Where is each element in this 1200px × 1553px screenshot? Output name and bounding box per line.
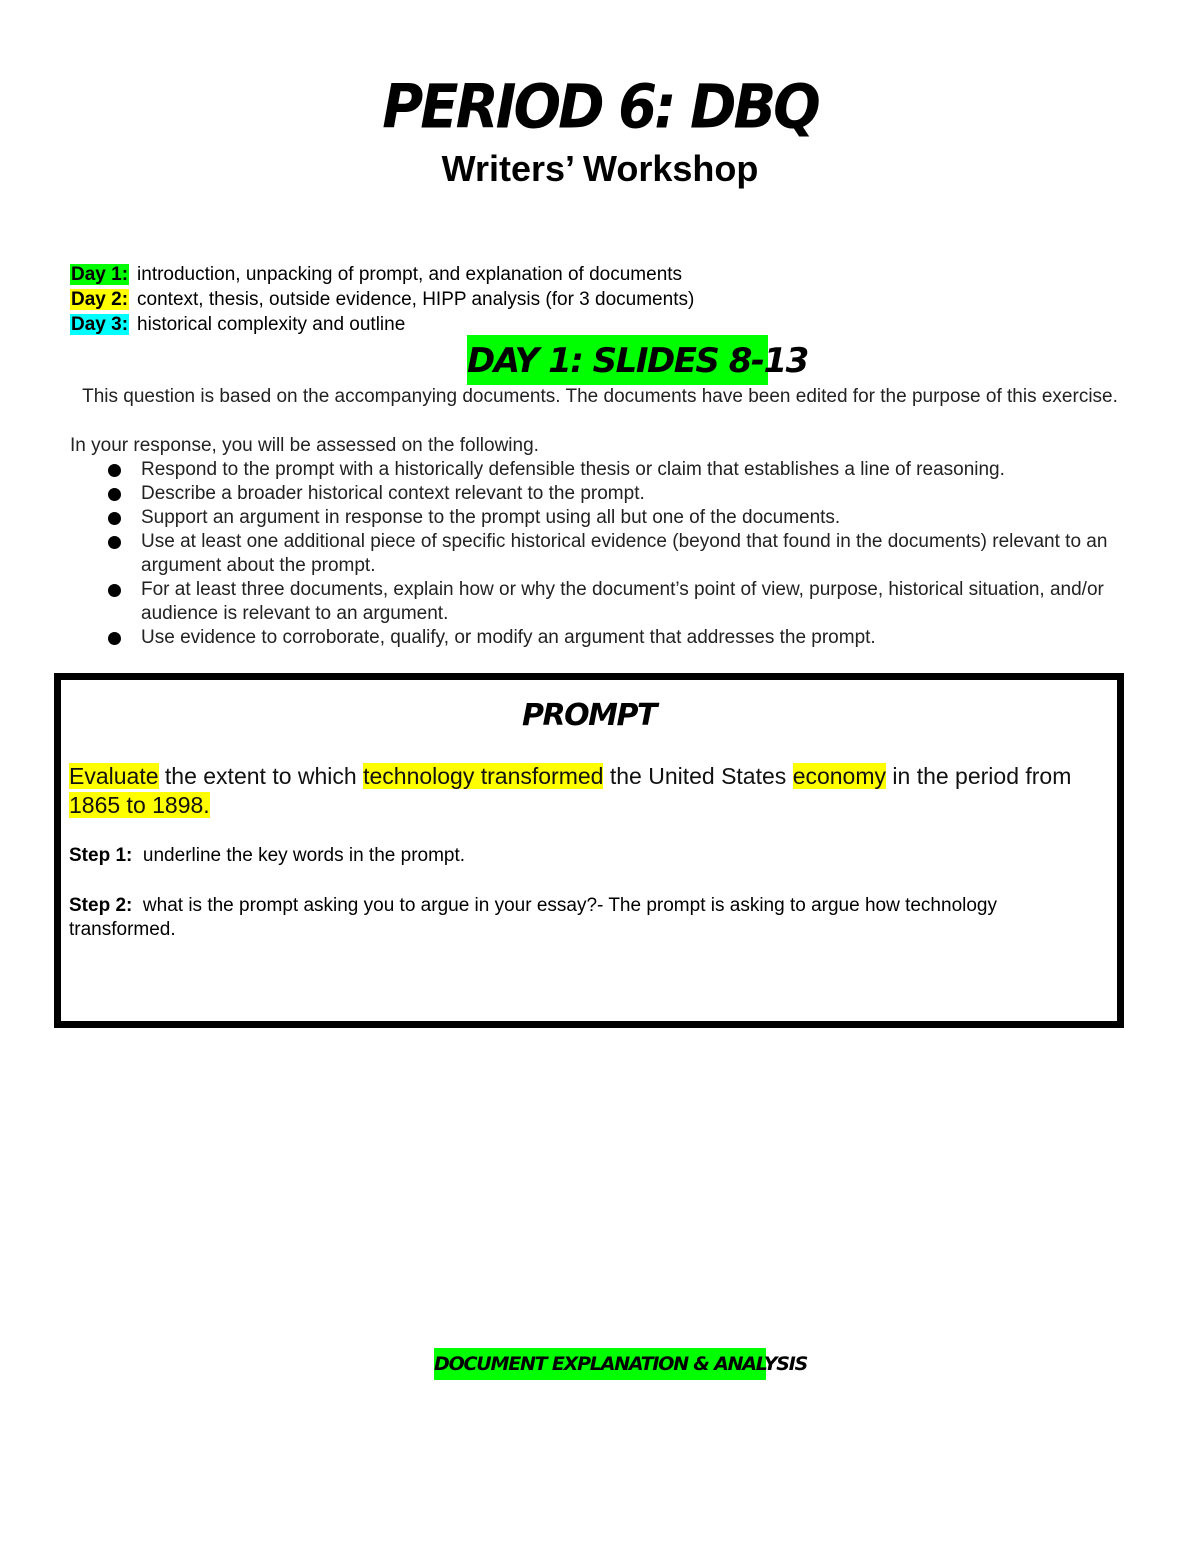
prompt-fragment: in the period from bbox=[886, 763, 1072, 789]
criteria-list bbox=[70, 458, 1130, 650]
criteria-item bbox=[70, 482, 1130, 506]
day-description: context, thesis, outside evidence, HIPP analysis (for 3 documents) bbox=[137, 289, 695, 310]
criteria-text: Support an argument in response to the prompt using all but one of the documents. bbox=[141, 507, 841, 528]
bullet-icon bbox=[108, 488, 121, 501]
step-1-text: underline the key words in the prompt. bbox=[142, 845, 466, 866]
document-analysis-banner: DOCUMENT EXPLANATION & ANALYSIS bbox=[434, 1348, 766, 1380]
schedule-day-2 bbox=[70, 287, 694, 312]
step-1-label: Step 1: bbox=[69, 845, 133, 866]
prompt-box bbox=[54, 673, 1124, 1028]
criteria-text: Describe a broader historical context relevant to the prompt. bbox=[141, 483, 645, 504]
criteria-text: Use at least one additional piece of specific historical evidence (beyond that found in the documents) relevant to an argument about the prompt. bbox=[141, 531, 1108, 576]
criteria-item bbox=[70, 578, 1130, 626]
schedule-list bbox=[70, 262, 694, 337]
prompt-fragment: the United States bbox=[603, 763, 793, 789]
criteria-item bbox=[70, 458, 1130, 482]
highlight-economy: economy bbox=[792, 763, 887, 789]
prompt-text bbox=[69, 762, 1109, 820]
page-title: PERIOD 6: DBQ bbox=[382, 72, 818, 143]
intro-paragraph: This question is based on the accompanying documents. The documents have been edited for the purpose of this exercise. bbox=[82, 386, 1118, 407]
criteria-item bbox=[70, 626, 1130, 650]
bullet-icon bbox=[108, 464, 121, 477]
prompt-heading: PROMPT bbox=[522, 698, 656, 733]
day-description: historical complexity and outline bbox=[137, 314, 406, 335]
day-description: introduction, unpacking of prompt, and explanation of documents bbox=[137, 264, 683, 285]
step-1 bbox=[69, 844, 1069, 868]
criteria-item bbox=[70, 530, 1130, 578]
step-2 bbox=[69, 894, 1069, 942]
step-2-label: Step 2: bbox=[69, 895, 133, 916]
criteria-text: For at least three documents, explain how or why the document’s point of view, purpose, historical situation, and/or audience is relevant to an argument. bbox=[141, 579, 1104, 624]
criteria-item bbox=[70, 506, 1130, 530]
prompt-fragment: the extent to which bbox=[158, 763, 364, 789]
highlight-technology: technology transformed bbox=[363, 763, 604, 789]
assessment-lead: In your response, you will be assessed on the following. bbox=[70, 435, 539, 456]
day-banner: DAY 1: SLIDES 8-13 bbox=[467, 335, 768, 385]
schedule-day-1 bbox=[70, 262, 694, 287]
day-label: Day 3: bbox=[71, 314, 129, 335]
criteria-text: Respond to the prompt with a historically defensible thesis or claim that establishes a line of reasoning. bbox=[141, 459, 1005, 480]
bullet-icon bbox=[108, 584, 121, 597]
highlight-years: 1865 to 1898. bbox=[69, 792, 210, 818]
highlight-evaluate: Evaluate bbox=[69, 763, 159, 789]
step-2-text: what is the prompt asking you to argue in your essay?- The prompt is asking to argue how technology transformed. bbox=[69, 895, 997, 940]
schedule-day-3 bbox=[70, 312, 694, 337]
day-label: Day 1: bbox=[71, 264, 129, 285]
page-subtitle: Writers’ Workshop bbox=[441, 148, 759, 189]
criteria-text: Use evidence to corroborate, qualify, or modify an argument that addresses the prompt. bbox=[141, 627, 876, 648]
day-label: Day 2: bbox=[71, 289, 129, 310]
bullet-icon bbox=[108, 512, 121, 525]
bullet-icon bbox=[108, 536, 121, 549]
bullet-icon bbox=[108, 632, 121, 645]
